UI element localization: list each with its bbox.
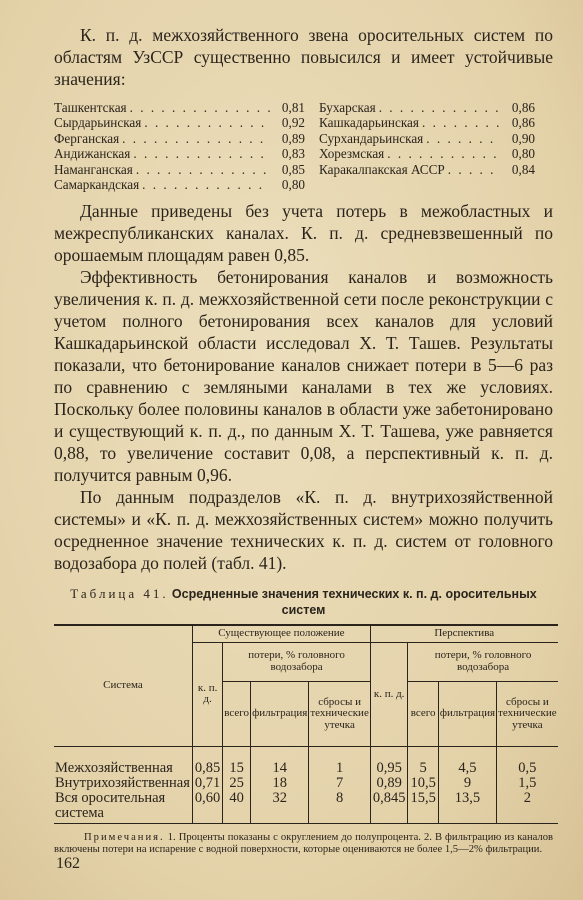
table-label: Таблица 41.: [70, 586, 169, 602]
region-row: Ташкентская . . . 0,81: [54, 100, 319, 115]
body-paragraph: Эффективность бетонирования каналов и возможность увеличения к. п. д. межхозяйственной сети после реконструкции с учетом полного бетонирования всех каналов для условий Кашкадарьинской области исследовал Х. Т. Ташев. Результаты показали, что бетонирование каналов снижает потери в 5—6 раз по сравнению с земляными каналами в тех же условиях. Поскольку более половины каналов в области уже забетонировано и существующий к. п. д., по данным Х. Т. Ташева, уже равняется 0,88, то увеличение составит 0,08, а перспективный к. п. д. получится равным 0,96.: [54, 267, 553, 486]
region-values: [54, 100, 553, 192]
region-row: Сурхандарьинская . . . 0,90: [319, 131, 549, 146]
header-filtration: фильтрация: [251, 681, 309, 746]
header-prospect: Перспектива: [370, 625, 557, 642]
header-filtration: фильтрация: [438, 681, 496, 746]
header-existing: Существующее положение: [192, 625, 370, 642]
table-row: Внутрихозяйственная 0,71 25 18 7 0,89 10,5 9 1,5: [54, 776, 558, 791]
region-row: Хорезмская . . . 0,80: [319, 146, 549, 161]
note-label: Примечания.: [84, 831, 165, 843]
header-losses: потери, % головного водозабора: [408, 642, 558, 681]
region-row: Каракалпакская АССР . . . 0,84: [319, 162, 549, 177]
body-paragraph: Данные приведены без учета потерь в межобластных и межреспубликанских каналах. К. п. д. средневзвешенный по орошаемым площадям равен 0,85.: [54, 201, 553, 266]
header-system: Система: [54, 625, 192, 746]
header-discharge: сбросы и технические утечка: [309, 681, 371, 746]
region-row: Сырдарьинская . . . 0,92: [54, 115, 319, 130]
page-number: 162: [56, 855, 80, 872]
region-row: Андижанская . . . 0,83: [54, 146, 319, 161]
header-kpd: к. п. д.: [192, 642, 222, 746]
header-total: всего: [223, 681, 251, 746]
region-column-left: [54, 100, 319, 192]
region-row: Бухарская . . . 0,86: [319, 100, 549, 115]
header-discharge: сбросы и технические утечка: [497, 681, 558, 746]
table-row: Вся оросительная система 0,60 40 32 8 0,845 15,5 13,5 2: [54, 791, 558, 824]
region-row: Наманганская . . . 0,85: [54, 162, 319, 177]
note-text: 1. Проценты показаны с округлением до полупроцента. 2. В фильтрацию из каналов включены потери на испарение с водной поверхности, которые оцениваются не более 1,5—2% фильтрации.: [54, 831, 553, 855]
region-row: Кашкадарьинская . . . 0,86: [319, 115, 549, 130]
table-note: [54, 832, 553, 856]
region-row: Самаркандская . . . 0,80: [54, 177, 319, 192]
table-row: Межхозяйственная 0,85 15 14 1 0,95 5 4,5 0,5: [54, 746, 558, 776]
region-row: Ферганская . . . 0,89: [54, 131, 319, 146]
kpd-table: [54, 624, 558, 824]
header-total: всего: [408, 681, 438, 746]
header-losses: потери, % головного водозабора: [223, 642, 371, 681]
table-title: Осредненные значения технических к. п. д. оросительных систем: [171, 587, 537, 618]
region-column-right: [319, 100, 549, 192]
body-paragraph: По данным подразделов «К. п. д. внутрихозяйственной системы» и «К. п. д. межхозяйственных систем» можно получить осредненное значение технических к. п. д. систем от головного водозабора до полей (табл. 41).: [54, 487, 553, 574]
header-kpd: к. п. д.: [370, 642, 408, 746]
table-caption: [54, 586, 553, 618]
intro-paragraph: К. п. д. межхозяйственного звена оросительных систем по областям УзССР существенно повысился и имеет устойчивые значения:: [54, 25, 553, 89]
